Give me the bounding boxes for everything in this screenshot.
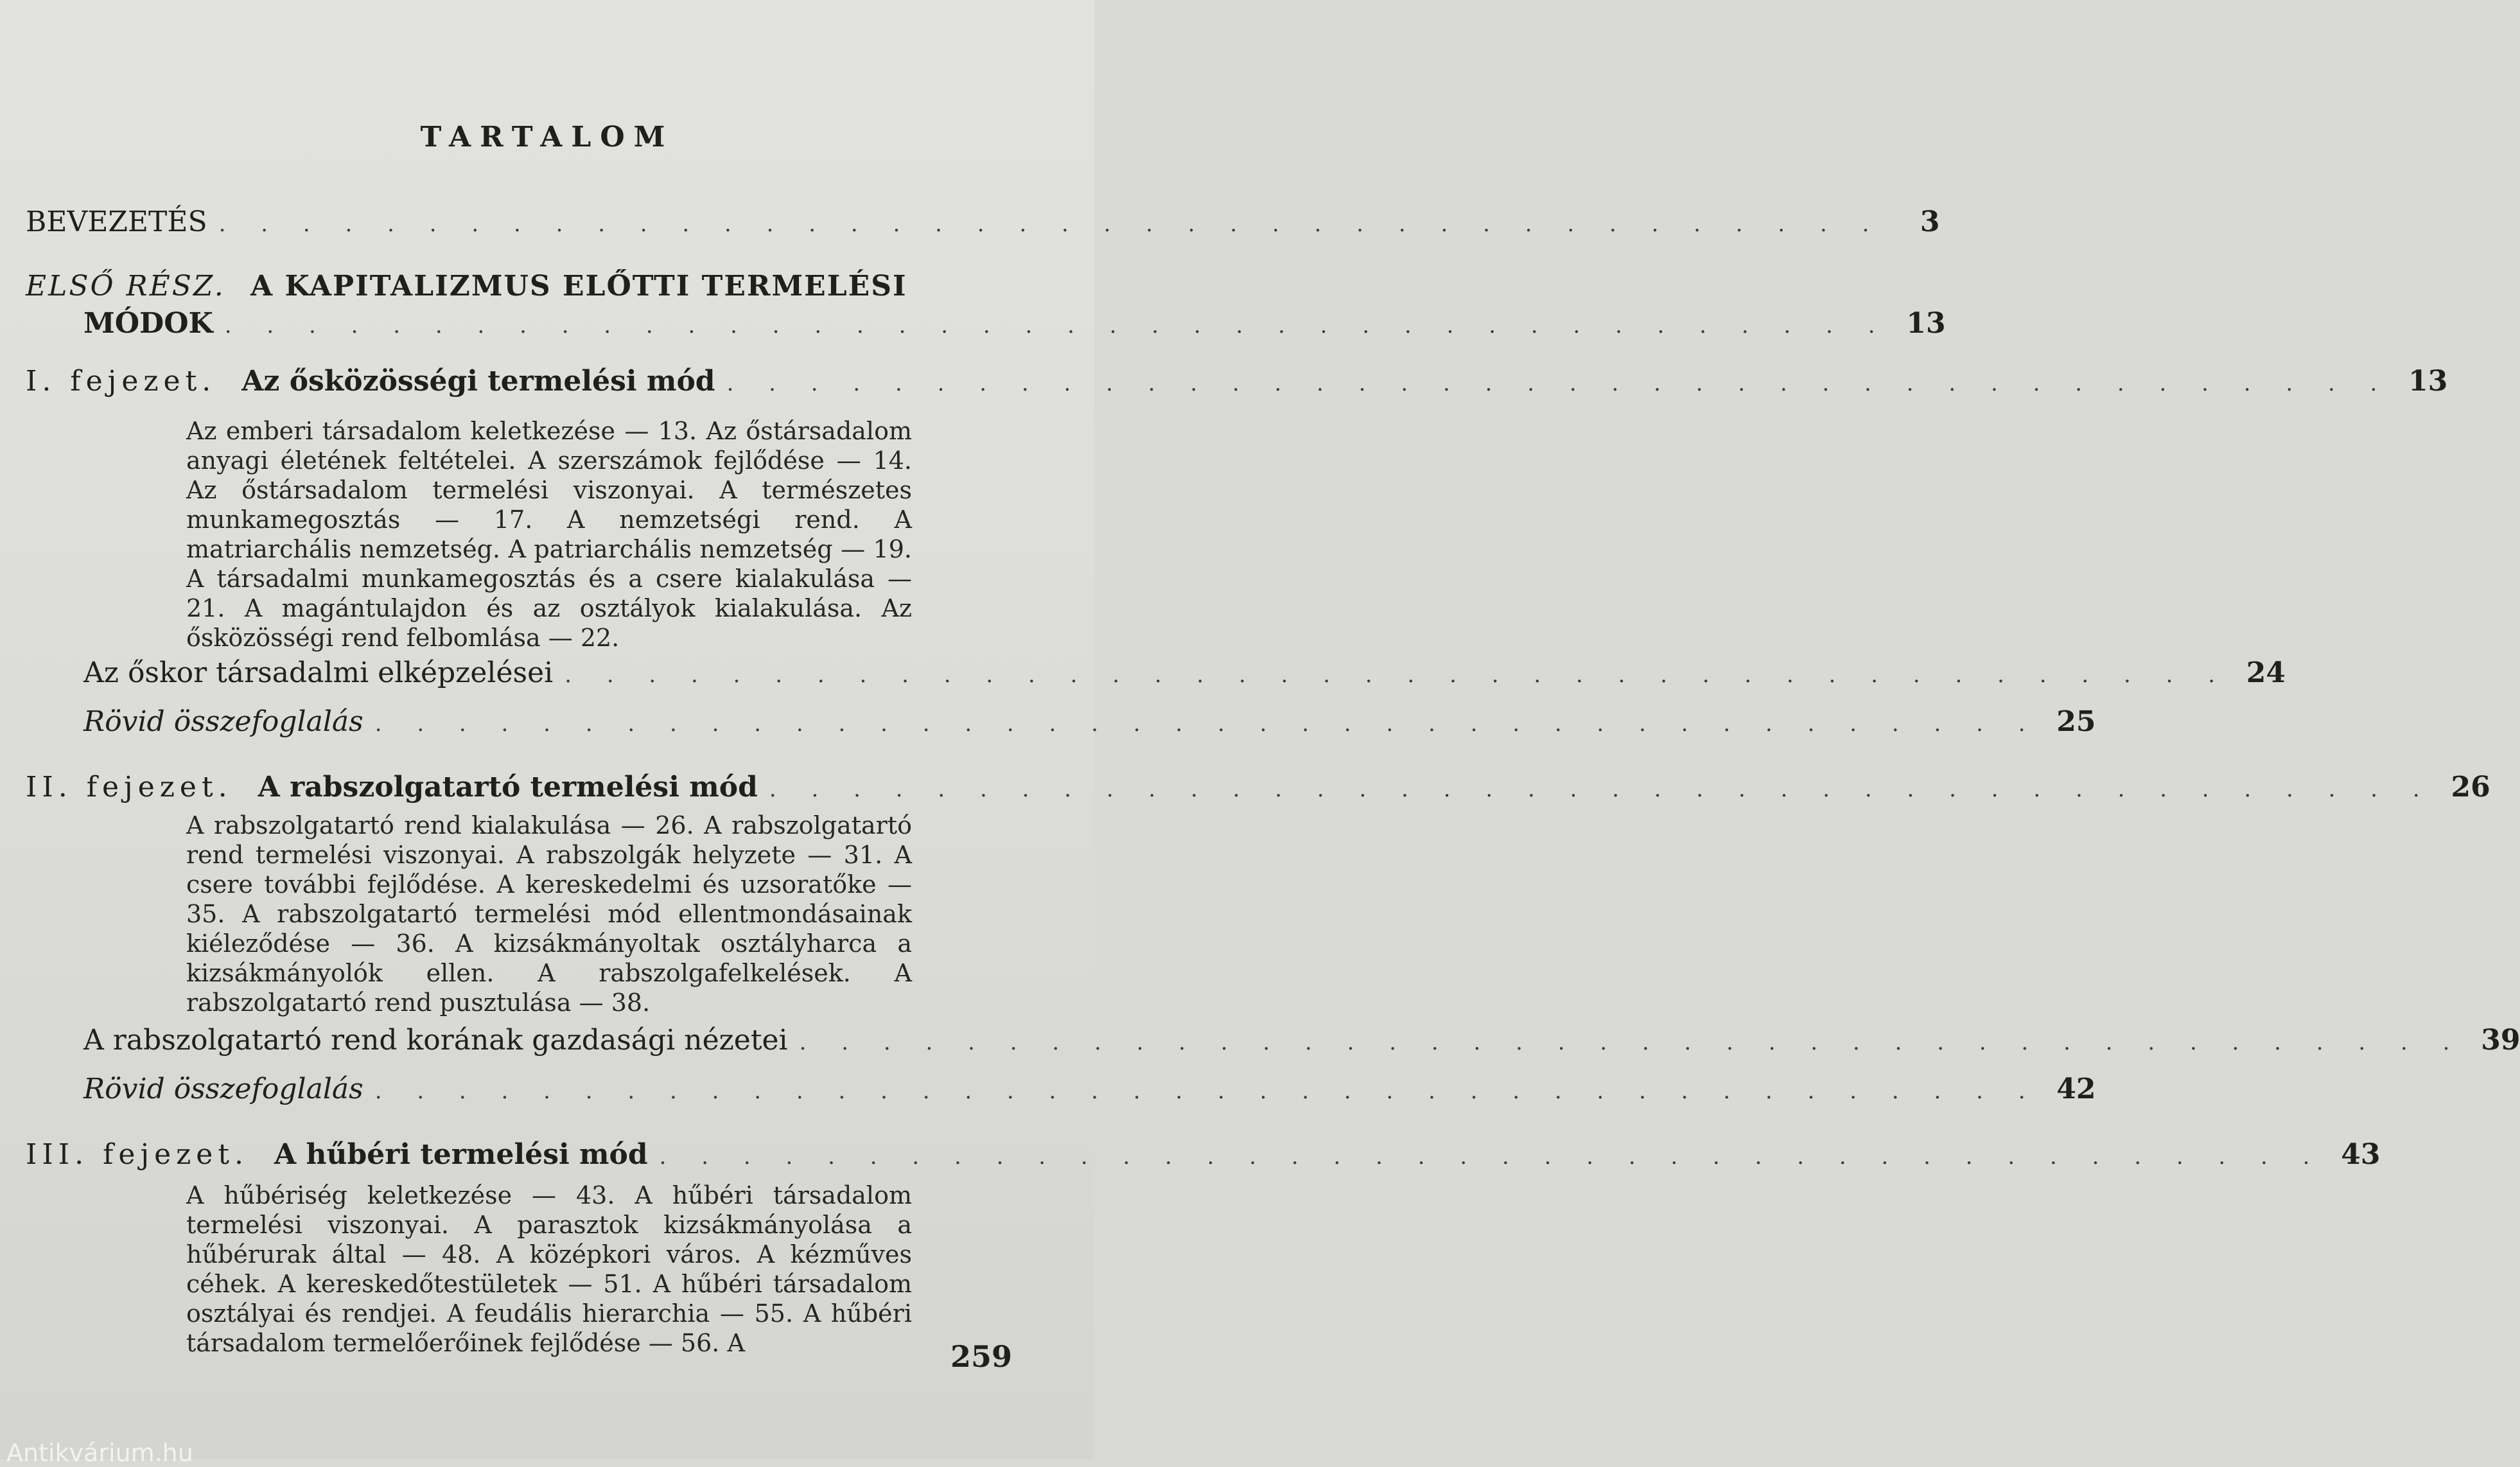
toc-page-number: 13 xyxy=(2408,365,2448,398)
chapter-label: II. fejezet. xyxy=(26,771,232,804)
part-title: A KAPITALIZMUS ELŐTTI TERMELÉSI xyxy=(250,270,907,303)
dot-leader: . . . . . . . . . . . . . . . . . . . . . . . . . . . . . . . . . . . . . . . . xyxy=(564,662,2230,688)
toc-entry-summary xyxy=(83,705,2096,738)
dot-leader: . . . . . . . . . . . . . . . . . . . . . . . . . . . . . . . . . . . . . . . . xyxy=(769,777,2434,802)
toc-entry-summary xyxy=(83,1073,2096,1105)
toc-page-number: 39 xyxy=(2481,1024,2520,1057)
toc-entry-label: Az őskor társadalmi elképzelései xyxy=(83,656,554,689)
toc-page-number: 24 xyxy=(2246,656,2286,689)
part-title-continued: MÓDOK xyxy=(83,307,213,340)
toc-entry-chapter-2 xyxy=(26,771,2490,804)
toc-entry-label: Rövid összefoglalás xyxy=(83,705,363,738)
chapter-summary: A hűbériség keletkezése — 43. A hűbéri társadalom termelési viszonyai. A parasztok kizsákmányolása a hűbérurak által — 48. A középkori város. A kézműves céhek. A kereskedőtestületek — 51. A hűbéri társadalom osztályai és rendjei. A feudális hierarchia — 55. A hűbéri társadalom termelőerőinek fejlődése — 56. A xyxy=(186,1181,912,1357)
dot-leader: . . . . . . . . . . . . . . . . . . . . . . . . . . . . . . . . . . . . . . . . xyxy=(726,371,2392,396)
watermark: Antikvárium.hu xyxy=(6,1439,193,1467)
toc-entry-part1 xyxy=(83,307,1946,340)
chapter-title: A rabszolgatartó termelési mód xyxy=(258,771,758,804)
part-label: ELSŐ RÉSZ. xyxy=(26,270,225,303)
chapter-label: I. fejezet. xyxy=(26,365,216,398)
page-number: 259 xyxy=(950,1339,1013,1374)
toc-page-number: 13 xyxy=(1906,307,1946,340)
toc-page-number: 3 xyxy=(1920,206,1940,238)
dot-leader: . . . . . . . . . . . . . . . . . . . . . . . . . . . . . . . . . . . . . . . . xyxy=(374,711,2040,737)
dot-leader: . . . . . . . . . . . . . . . . . . . . . . . . . . . . . . . . . . . . . . . . xyxy=(374,1078,2040,1104)
toc-entry-chapter-3 xyxy=(26,1138,2381,1171)
chapter-summary: Az emberi társadalom keletkezése — 13. Az őstársadalom anyagi életének feltételei. A szerszámok fejlődése — 14. Az őstársadalom termelési viszonyai. A természetes munkamegosztás — 17. A nemzetségi rend. A matriarchális nemzetség. A patriarchális nemzetség — 19. A társadalmi munkamegosztás és a csere kialakulása — 21. A magántulajdon és az osztályok kialakulása. Az ősközösségi rend felbomlása — 22. xyxy=(186,417,912,652)
toc-entry-label: BEVEZETÉS xyxy=(26,206,207,238)
chapter-summary: A rabszolgatartó rend kialakulása — 26. A rabszolgatartó rend termelési viszonyai. A rabszolgák helyzete — 31. A csere további fejlődése. A kereskedelmi és uzsoratőke — 35. A rabszolgatartó termelési mód ellentmondásainak kiéleződése — 36. A kizsákmányoltak osztályharca a kizsákmányolók ellen. A rabszolgafelkelések. A rabszolgatartó rend pusztulása — 38. xyxy=(186,811,912,1017)
toc-entry-chapter-1 xyxy=(26,365,2448,398)
toc-entry-intro xyxy=(26,206,1940,238)
dot-leader: . . . . . . . . . . . . . . . . . . . . . . . . . . . . . . . . . . . . . . . . xyxy=(799,1030,2464,1055)
toc-entry-label: A rabszolgatartó rend korának gazdasági nézetei xyxy=(83,1024,788,1057)
dot-leader: . . . . . . . . . . . . . . . . . . . . . . . . . . . . . . . . . . . . . . . . xyxy=(218,211,1884,237)
toc-entry-subsection xyxy=(83,1024,2520,1057)
toc-page-number: 25 xyxy=(2056,705,2096,738)
toc-page-number: 26 xyxy=(2451,771,2490,804)
dot-leader: . . . . . . . . . . . . . . . . . . . . . . . . . . . . . . . . . . . . . . . . xyxy=(659,1144,2324,1170)
chapter-label: III. fejezet. xyxy=(26,1138,249,1171)
toc-page-number: 42 xyxy=(2056,1073,2096,1105)
dot-leader: . . . . . . . . . . . . . . . . . . . . . . . . . . . . . . . . . . . . . . . . xyxy=(224,313,1889,338)
chapter-title: Az ősközösségi termelési mód xyxy=(241,365,715,398)
page-title: TARTALOM xyxy=(420,121,674,154)
toc-page-number: 43 xyxy=(2341,1138,2381,1171)
toc-entry-label: Rövid összefoglalás xyxy=(83,1073,363,1105)
toc-entry-subsection xyxy=(83,656,2286,689)
chapter-title: A hűbéri termelési mód xyxy=(274,1138,648,1171)
